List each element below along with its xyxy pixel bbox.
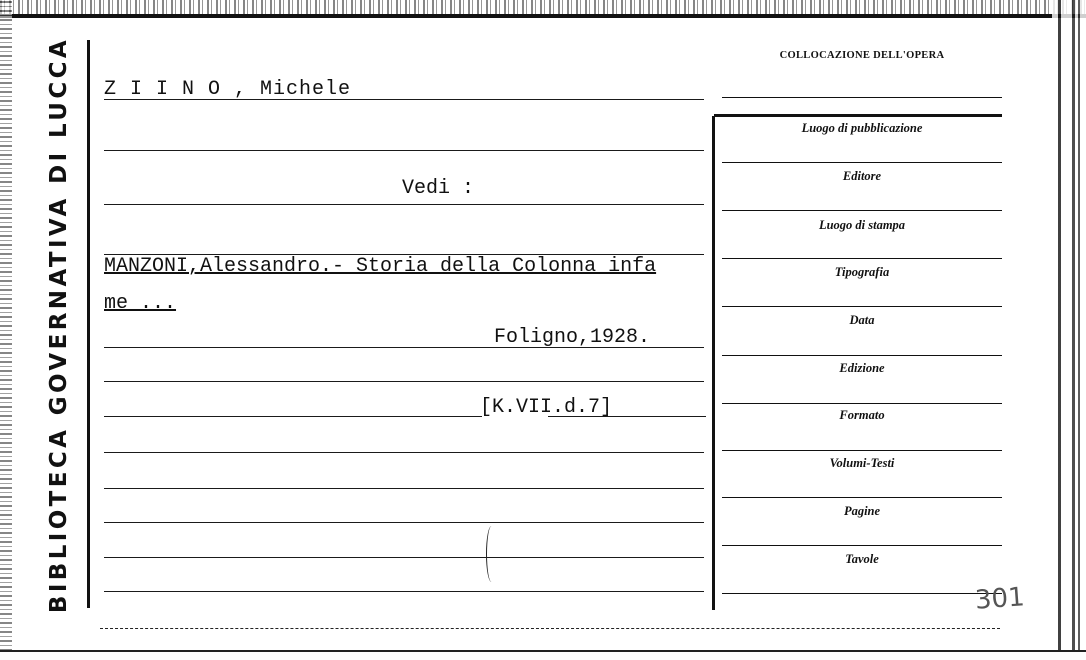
collocation-line xyxy=(722,97,1002,98)
scan-edge-right xyxy=(1052,0,1086,660)
entry-line xyxy=(104,416,482,417)
scan-edge-top-line xyxy=(0,14,1086,18)
field-label-data: Data xyxy=(849,313,875,327)
field-line xyxy=(722,306,1002,307)
imprint-text: Foligno,1928. xyxy=(494,326,651,349)
field-label-tavole: Tavole xyxy=(845,552,879,566)
right-vertical-rule xyxy=(712,116,715,610)
bottom-dashed-line xyxy=(100,628,1000,629)
scan-edge-left xyxy=(0,0,12,660)
field-line xyxy=(722,210,1002,211)
field-label-edizione: Edizione xyxy=(839,361,885,375)
field-label-tipografia: Tipografia xyxy=(834,265,890,279)
entry-line xyxy=(104,557,704,558)
see-reference-label: Vedi : xyxy=(402,177,475,200)
field-line xyxy=(722,403,1002,404)
field-label-luogo-pubblicazione: Luogo di pubblicazione xyxy=(801,121,923,135)
entry-line xyxy=(104,452,704,453)
reference-title-line1: MANZONI,Alessandro.- Storia della Colonna infa xyxy=(104,255,657,278)
stamp-number: 301 xyxy=(974,582,1026,616)
field-label-pagine: Pagine xyxy=(843,504,881,518)
field-label-luogo-stampa: Luogo di stampa xyxy=(818,218,906,232)
entry-line xyxy=(104,204,704,205)
scan-edge-top xyxy=(0,0,1086,14)
field-line xyxy=(722,497,1002,498)
reference-title-line2: me ... xyxy=(104,292,177,315)
field-line xyxy=(722,355,1002,356)
collocation-box-top xyxy=(714,114,1002,117)
institution-name: BIBLIOTECA GOVERNATIVA DI LUCCA xyxy=(46,36,72,614)
field-label-editore: Editore xyxy=(842,169,882,183)
field-line xyxy=(722,162,1002,163)
author-heading: Z I I N O , Michele xyxy=(104,78,352,101)
field-label-volumi-testi: Volumi-Testi xyxy=(829,456,895,470)
institution-spine xyxy=(34,36,84,614)
entry-line xyxy=(104,591,704,592)
scan-edge-bottom xyxy=(0,650,1086,660)
pencil-mark xyxy=(486,526,497,582)
field-line xyxy=(722,258,1002,259)
field-line xyxy=(722,450,1002,451)
field-label-formato: Formato xyxy=(839,408,885,422)
collocation-header: COLLOCAZIONE DELL'OPERA xyxy=(779,50,945,61)
entry-line xyxy=(104,488,704,489)
shelfmark-text: [K.VII.d.7] xyxy=(480,396,613,419)
entry-line xyxy=(104,150,704,151)
field-line xyxy=(722,545,1002,546)
entry-line xyxy=(104,381,704,382)
entry-line xyxy=(104,522,704,523)
field-line xyxy=(722,593,1002,594)
left-vertical-rule xyxy=(87,40,90,608)
